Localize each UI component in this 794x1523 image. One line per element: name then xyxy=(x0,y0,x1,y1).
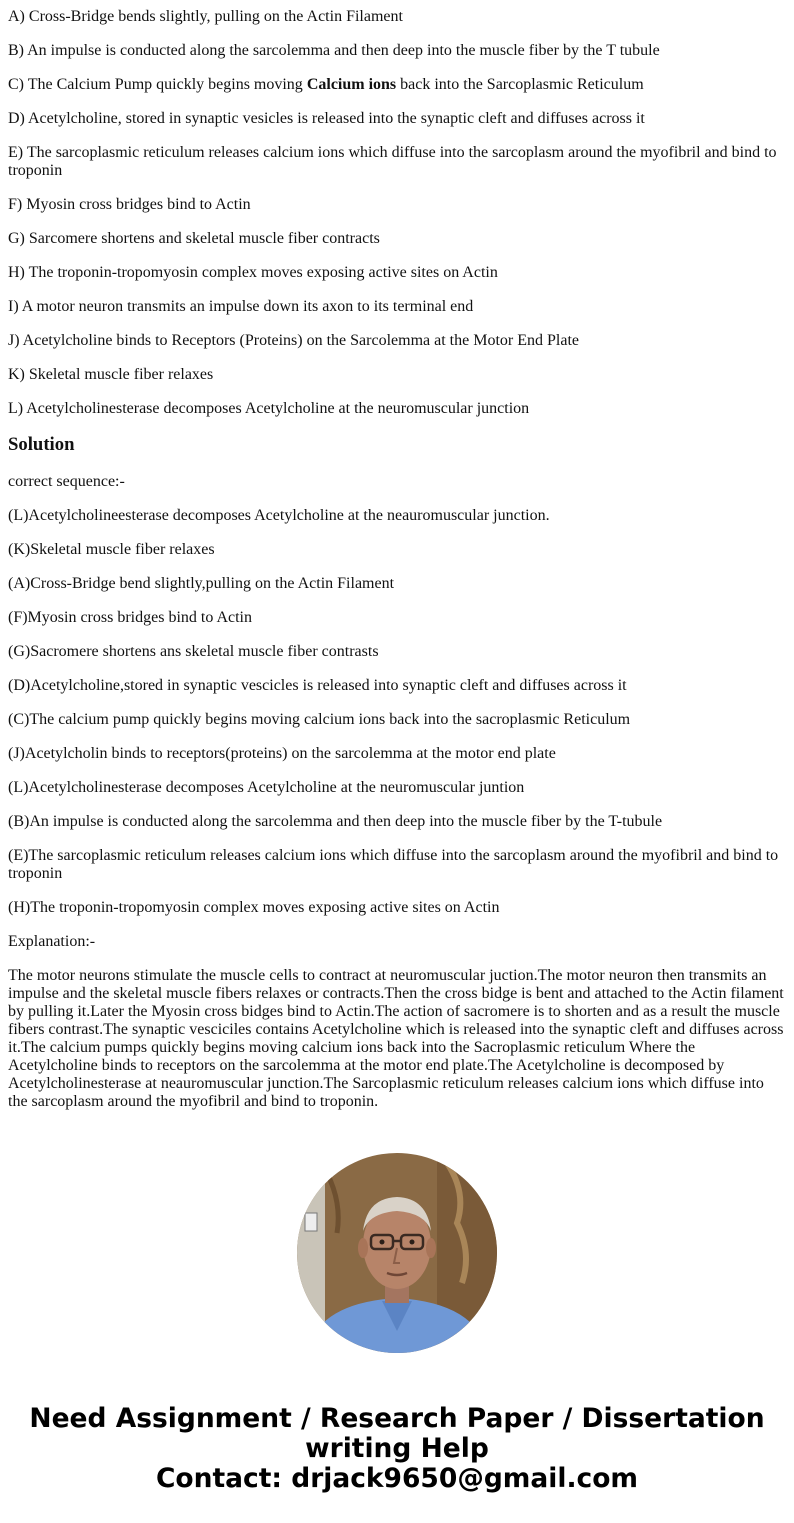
solution-steps xyxy=(8,507,786,917)
solution-step: (H)The troponin-tropomyosin complex moves exposing active sites on Actin xyxy=(8,899,500,916)
option-text: The troponin-tropomyosin complex moves exposing active sites on Actin xyxy=(28,264,498,281)
option-d xyxy=(8,110,786,128)
option-text: Acetylcholine binds to Receptors (Proteins) on the Sarcolemma at the Motor End Plate xyxy=(22,332,579,349)
solution-step: (E)The sarcoplasmic reticulum releases calcium ions which diffuse into the sarcoplasm around the myofibril and bind to troponin xyxy=(8,847,779,882)
option-c xyxy=(8,76,786,94)
option-bold-text: Calcium ions xyxy=(306,76,397,93)
document-body xyxy=(8,0,786,1127)
option-text: Cross-Bridge bends slightly, pulling on the Actin Filament xyxy=(28,8,403,25)
option-text: Acetylcholine, stored in synaptic vesicles is released into the synaptic cleft and diffuses across it xyxy=(28,110,645,127)
footer-help-line: Need Assignment / Research Paper / Dissertation writing Help xyxy=(29,1403,765,1464)
solution-step: (L)Acetylcholineesterase decomposes Acetylcholine at the neauromuscular junction. xyxy=(8,507,550,524)
option-text: The Calcium Pump quickly begins moving xyxy=(27,76,307,93)
option-prefix: C) xyxy=(8,76,28,93)
option-f xyxy=(8,196,786,214)
option-i xyxy=(8,298,786,316)
solution-step: (C)The calcium pump quickly begins moving calcium ions back into the sacroplasmic Reticulum xyxy=(8,711,631,728)
option-prefix: A) xyxy=(8,8,29,25)
author-photo-illustration xyxy=(297,1153,497,1353)
solution-step: (G)Sacromere shortens ans skeletal muscle fiber contrasts xyxy=(8,643,379,660)
option-prefix: G) xyxy=(8,230,29,247)
option-prefix: H) xyxy=(8,264,29,281)
option-prefix: B) xyxy=(8,42,28,59)
option-b xyxy=(8,42,786,60)
option-e xyxy=(8,144,786,180)
option-text: Acetylcholinesterase decomposes Acetylcholine at the neuromuscular junction xyxy=(26,400,530,417)
explanation-label: Explanation:- xyxy=(8,933,96,950)
solution-step: (J)Acetylcholin binds to receptors(proteins) on the sarcolemma at the motor end plate xyxy=(8,745,556,762)
option-text: back into the Sarcoplasmic Reticulum xyxy=(396,76,644,93)
option-text: Sarcomere shortens and skeletal muscle fiber contracts xyxy=(28,230,380,247)
option-text: An impulse is conducted along the sarcolemma and then deep into the muscle fiber by the T tubule xyxy=(27,42,660,59)
solution-step: (A)Cross-Bridge bend slightly,pulling on the Actin Filament xyxy=(8,575,395,592)
question-options xyxy=(8,8,786,418)
option-j xyxy=(8,332,786,350)
solution-intro: correct sequence:- xyxy=(8,473,125,490)
option-g xyxy=(8,230,786,248)
solution-step: (B)An impulse is conducted along the sarcolemma and then deep into the muscle fiber by the T-tubule xyxy=(8,813,663,830)
solution-step: (F)Myosin cross bridges bind to Actin xyxy=(8,609,252,626)
option-prefix: D) xyxy=(8,110,28,127)
option-text: A motor neuron transmits an impulse down its axon to its terminal end xyxy=(21,298,474,315)
footer-contact-line: Contact: drjack9650@gmail.com xyxy=(155,1463,639,1494)
option-k xyxy=(8,366,786,384)
option-text: The sarcoplasmic reticulum releases calcium ions which diffuse into the sarcoplasm around the myofibril and bind to troponin xyxy=(8,144,777,179)
explanation-text: The motor neurons stimulate the muscle cells to contract at neuromuscular juction.The motor neuron then transmits an impulse and the skeletal muscle fibers relaxes or contracts.Then the cross bidge is bent and attached to the Actin filament by pulling it.Later the Myosin cross bidges bind to Actin.The action of sacromere is to shorten and as a result the muscle fibers contrast.The synaptic vesciciles contains Acetylcholine which is released into the synaptic cleft and diffuses across it.The calcium pumps quickly begins moving calcium ions back into the Sacroplasmic reticulum Where the Acetylcholine binds to receptors on the sarcolemma at the motor end plate.The Acetylcholine is decomposed by Acetylcholinesterase at neauromuscular junction.The Sarcoplasmic reticulum releases calcium ions which diffuse into the sarcoplasm around the myofibril and bind to troponin. xyxy=(8,967,784,1110)
footer-banner xyxy=(0,1404,794,1494)
solution-step: (D)Acetylcholine,stored in synaptic vescicles is released into synaptic cleft and diffuses across it xyxy=(8,677,627,694)
solution-heading: Solution xyxy=(8,434,75,455)
option-text: Skeletal muscle fiber relaxes xyxy=(28,366,214,383)
option-prefix: L) xyxy=(8,400,27,417)
author-photo xyxy=(297,1153,497,1353)
option-prefix: E) xyxy=(8,144,27,161)
option-h xyxy=(8,264,786,282)
option-prefix: K) xyxy=(8,366,29,383)
option-text: Myosin cross bridges bind to Actin xyxy=(26,196,251,213)
solution-step: (K)Skeletal muscle fiber relaxes xyxy=(8,541,215,558)
solution-step: (L)Acetylcholinesterase decomposes Acetylcholine at the neuromuscular juntion xyxy=(8,779,525,796)
option-prefix: F) xyxy=(8,196,27,213)
option-prefix: I) xyxy=(8,298,22,315)
option-l xyxy=(8,400,786,418)
option-a xyxy=(8,8,786,26)
option-prefix: J) xyxy=(8,332,23,349)
